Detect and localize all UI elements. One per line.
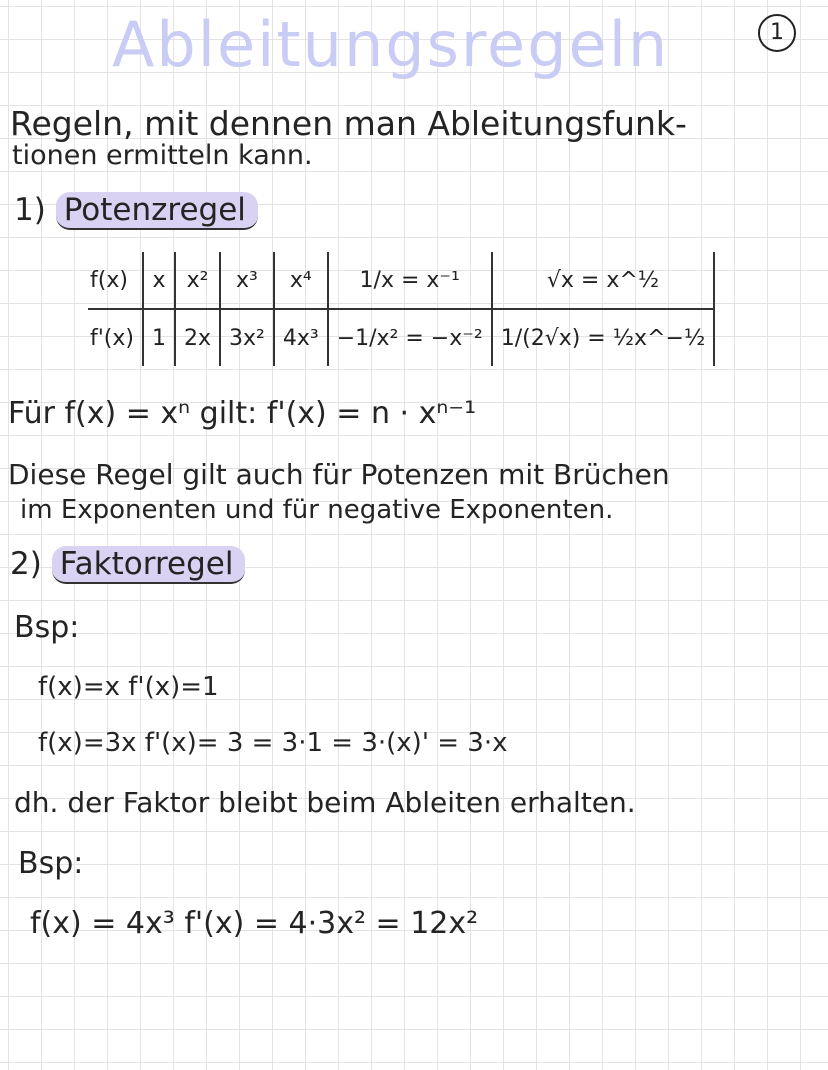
table-cell: x³ — [220, 252, 274, 309]
example-1: f(x)=x f'(x)=1 — [38, 672, 219, 702]
description-line-1: Diese Regel gilt auch für Potenzen mit Brüchen — [8, 458, 670, 491]
example-2: f(x)=3x f'(x)= 3 = 3·1 = 3·(x)' = 3·x — [38, 728, 508, 758]
section-2-title: Faktorregel — [52, 546, 246, 584]
section-1-number: 1) — [14, 192, 46, 228]
table-row-fprime — [88, 309, 714, 366]
table-label-fprime: f'(x) — [88, 309, 143, 366]
description-line-2: im Exponenten und für negative Exponenten. — [20, 495, 614, 525]
section-2-number: 2) — [10, 546, 42, 582]
table-label-f: f(x) — [88, 252, 143, 309]
table-cell: x² — [175, 252, 220, 309]
table-cell: −1/x² = −x⁻² — [328, 309, 492, 366]
table-cell: √x = x^½ — [492, 252, 715, 309]
page-number: 1 — [758, 14, 796, 52]
table-cell: 3x² — [220, 309, 274, 366]
example-label-2: Bsp: — [18, 846, 84, 881]
section-1-heading — [14, 192, 258, 228]
factor-rule-statement: dh. der Faktor bleibt beim Ableiten erhalten. — [14, 786, 636, 819]
table-cell: x — [143, 252, 175, 309]
intro-line-2: tionen ermitteln kann. — [12, 140, 313, 171]
section-1-title: Potenzregel — [56, 192, 258, 230]
table-cell: 2x — [175, 309, 220, 366]
page-title: Ableitungsregeln — [112, 8, 670, 81]
example-3: f(x) = 4x³ f'(x) = 4·3x² = 12x² — [30, 906, 479, 941]
intro-line-1: Regeln, mit dennen man Ableitungsfunk- — [10, 104, 687, 143]
power-rule-statement: Für f(x) = xⁿ gilt: f'(x) = n · xⁿ⁻¹ — [8, 396, 477, 431]
table-cell: 1/(2√x) = ½x^−½ — [492, 309, 715, 366]
table-cell: 4x³ — [274, 309, 328, 366]
power-rule-table — [88, 252, 715, 366]
example-label: Bsp: — [14, 610, 80, 645]
table-cell: 1/x = x⁻¹ — [328, 252, 492, 309]
table-cell: 1 — [143, 309, 175, 366]
table-cell: x⁴ — [274, 252, 328, 309]
table-row-f — [88, 252, 714, 309]
section-2-heading — [10, 546, 245, 582]
